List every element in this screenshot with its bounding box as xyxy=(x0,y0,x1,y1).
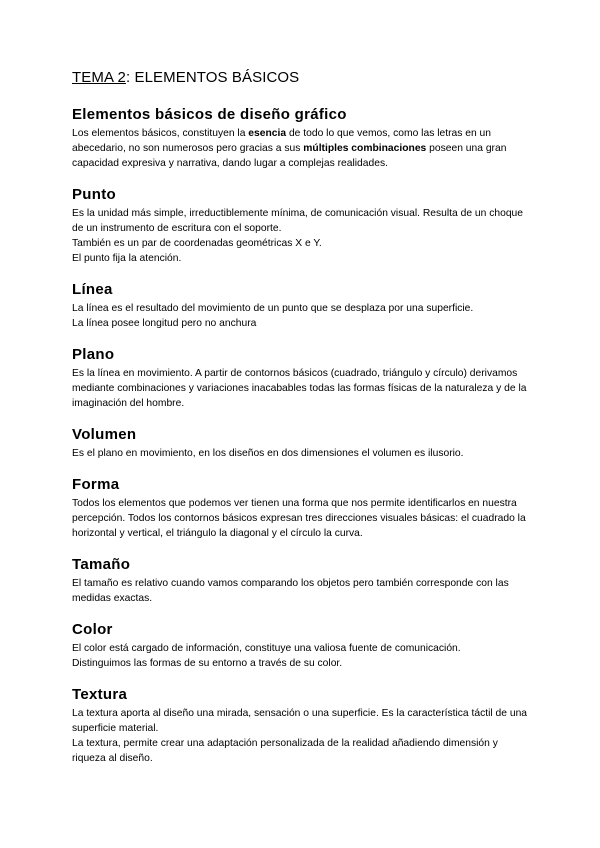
section-heading: Color xyxy=(72,621,113,638)
page-title xyxy=(72,68,532,88)
section-paragraph: Es el plano en movimiento, en los diseños en dos dimensiones el volumen es ilusorio. xyxy=(72,448,464,459)
section-heading: Textura xyxy=(72,686,128,703)
section-paragraph: Distinguimos las formas de su entorno a través de su color. xyxy=(72,658,343,669)
section-linea xyxy=(72,280,532,331)
section-heading: Volumen xyxy=(72,426,137,443)
section-paragraph: El punto fija la atención. xyxy=(72,253,182,264)
section-paragraph: El color está cargado de información, constituye una valiosa fuente de comunicación. xyxy=(72,643,461,654)
document-page xyxy=(72,68,532,780)
section-plano xyxy=(72,345,532,411)
text-run: Los elementos básicos, constituyen la xyxy=(72,128,249,139)
section-paragraph: La textura, permite crear una adaptación personalizada de la realidad añadiendo dimensión y riqueza al diseño. xyxy=(72,738,498,764)
section-paragraph: Todos los elementos que podemos ver tienen una forma que nos permite identificarlos en nuestra percepción. Todos los contornos básicos expresan tres direcciones visuales básicas: el cuadrado la horizontal y vertical, el triángulo la diagonal y el círculo la curva. xyxy=(72,498,526,539)
section-tamano xyxy=(72,555,532,606)
section-heading: Tamaño xyxy=(72,556,131,573)
section-punto xyxy=(72,185,532,266)
section-textura xyxy=(72,685,532,766)
section-paragraph xyxy=(72,126,532,171)
section-heading: Forma xyxy=(72,476,120,493)
section-volumen xyxy=(72,425,532,461)
section-forma xyxy=(72,475,532,541)
section-paragraph: La textura aporta al diseño una mirada, sensación o una superficie. Es la característica táctil de una superficie material. xyxy=(72,708,528,734)
section-paragraph: Es la unidad más simple, irreductiblemente mínima, de comunicación visual. Resulta de un choque de un instrumento de escritura con el soporte. xyxy=(72,208,524,234)
section-paragraph: También es un par de coordenadas geométricas X e Y. xyxy=(72,238,322,249)
bold-text-esencia: esencia xyxy=(248,128,287,139)
section-paragraph: El tamaño es relativo cuando vamos comparando los objetos pero también corresponde con las medidas exactas. xyxy=(72,578,509,604)
section-heading: Punto xyxy=(72,186,116,203)
section-paragraph: Es la línea en movimiento. A partir de contornos básicos (cuadrado, triángulo y círculo) derivamos mediante combinaciones y variaciones inacabables todas las formas físicas de la naturaleza y de la imaginación del hombre. xyxy=(72,368,527,409)
section-color xyxy=(72,620,532,671)
title-rest: : ELEMENTOS BÁSICOS xyxy=(125,69,300,86)
section-heading: Plano xyxy=(72,346,115,363)
text-run: de todo lo que vemos, como las letras en un abecedario, no son numerosos pero gracias a sus xyxy=(72,128,492,154)
bold-text-multiples-combinaciones: múltiples combinaciones xyxy=(303,143,427,154)
section-heading: Línea xyxy=(72,281,113,298)
section-paragraph: La línea es el resultado del movimiento de un punto que se desplaza por una superficie. xyxy=(72,303,474,314)
section-elementos-basicos xyxy=(72,105,532,171)
section-heading: Elementos básicos de diseño gráfico xyxy=(72,106,347,123)
section-paragraph: La línea posee longitud pero no anchura xyxy=(72,318,257,329)
title-tema: TEMA 2 xyxy=(72,69,126,86)
text-run: poseen una gran capacidad expresiva y narrativa, dando lugar a complejas realidades. xyxy=(72,143,507,169)
